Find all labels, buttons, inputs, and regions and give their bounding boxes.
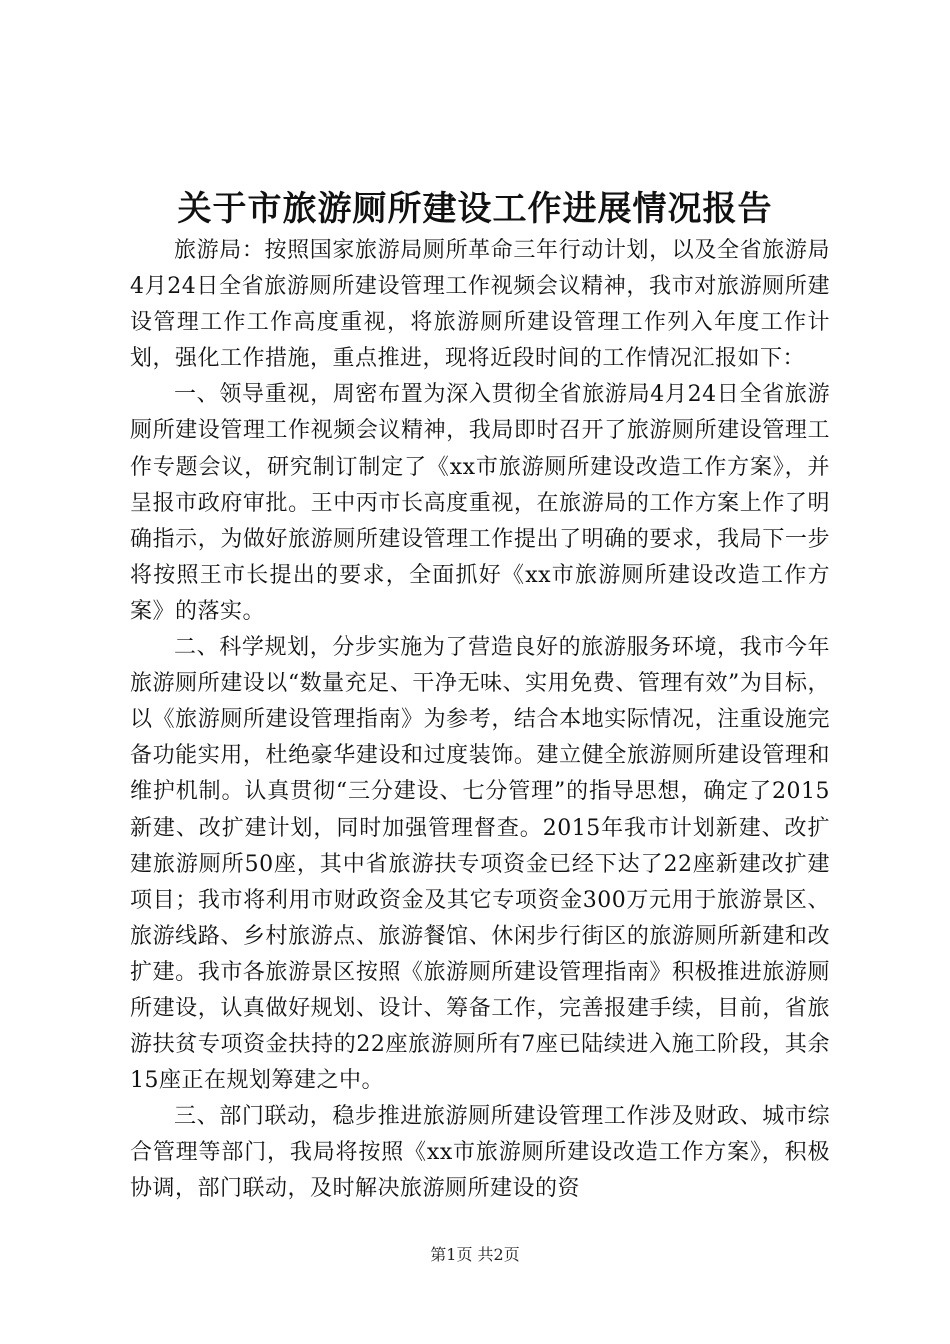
section-two-paragraph: 二、科学规划，分步实施为了营造良好的旅游服务环境，我市今年旅游厕所建设以“数量充足、干净无味、实用免费、管理有效”为目标，以《旅游厕所建设管理指南》为参考，结合本地实际情况，注重设施完备功能实用，杜绝豪华建设和过度装饰。建立健全旅游厕所建设管理和维护机制。认真贯彻“三分建设、七分管理”的指导思想，确定了2015新建、改扩建计划，同时加强管理督查。2015年我市计划新建、改扩建旅游厕所50座，其中省旅游扶专项资金已经下达了22座新建改扩建项目；我市将利用市财政资金及其它专项资金300万元用于旅游景区、旅游线路、乡村旅游点、旅游餐馆、休闲步行街区的旅游厕所新建和改扩建。我市各旅游景区按照《旅游厕所建设管理指南》积极推进旅游厕所建设，认真做好规划、设计、筹备工作，完善报建手续，目前，省旅游扶贫专项资金扶持的22座旅游厕所有7座已陆续进入施工阶段，其余15座正在规划筹建之中。 bbox=[130, 635, 830, 1094]
section-three-paragraph: 三、部门联动，稳步推进旅游厕所建设管理工作涉及财政、城市综合管理等部门，我局将按照《xx市旅游厕所建设改造工作方案》，积极协调，部门联动，及时解决旅游厕所建设的资 bbox=[130, 1104, 830, 1202]
document-title: 关于市旅游厕所建设工作进展情况报告 bbox=[177, 189, 773, 229]
intro-paragraph: 旅游局：按照国家旅游局厕所革命三年行动计划，以及全省旅游局4月24日全省旅游厕所建设管理工作视频会议精神，我市对旅游厕所建设管理工作工作高度重视，将旅游厕所建设管理工作列入年度工作计划，强化工作措施，重点推进，现将近段时间的工作情况汇报如下： bbox=[130, 238, 830, 372]
section-one-paragraph: 一、领导重视，周密布置为深入贯彻全省旅游局4月24日全省旅游厕所建设管理工作视频会议精神，我局即时召开了旅游厕所建设管理工作专题会议，研究制订制定了《xx市旅游厕所建设改造工作方案》，并呈报市政府审批。王中丙市长高度重视，在旅游局的工作方案上作了明确指示，为做好旅游厕所建设管理工作提出了明确的要求，我局下一步将按照王市长提出的要求，全面抓好《xx市旅游厕所建设改造工作方案》的落实。 bbox=[130, 382, 830, 624]
page-number-footer: 第1页 共2页 bbox=[430, 1245, 520, 1264]
document-body bbox=[130, 233, 830, 1208]
